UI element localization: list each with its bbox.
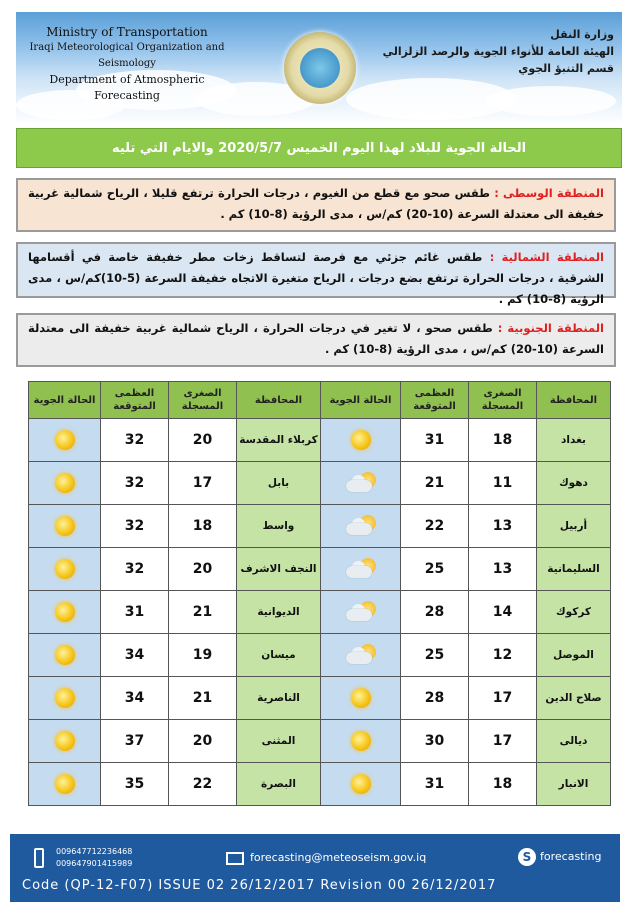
partly-cloudy-icon [344,644,378,666]
table-row [29,419,611,462]
sun-icon [351,430,371,450]
max-temp-cell: 31 [401,763,469,806]
table-row [29,720,611,763]
weather-cell [321,462,401,505]
governorate-cell: بغداد [537,419,611,462]
header-weather: الحالة الجوية [29,382,101,419]
governorate-cell: صلاح الدين [537,677,611,720]
max-temp-cell: 21 [401,462,469,505]
table-row [29,677,611,720]
weather-cell [321,505,401,548]
governorate-cell: البصرة [237,763,321,806]
region-central [16,178,616,232]
weather-cell [321,419,401,462]
header-max-expected: العظمى المتوقعة [101,382,169,419]
sun-icon [55,430,75,450]
min-temp-cell: 21 [169,591,237,634]
governorate-cell: بابل [237,462,321,505]
max-temp-cell: 31 [401,419,469,462]
governorate-cell: أربيل [537,505,611,548]
weather-cell [321,548,401,591]
header-governorate: المحافظة [237,382,321,419]
header-governorate: المحافظة [537,382,611,419]
min-temp-cell: 20 [169,720,237,763]
header-arabic [383,26,614,77]
sun-icon [55,731,75,751]
min-temp-cell: 14 [469,591,537,634]
phone-number: 009647901415989 [56,859,133,868]
ministry-en: Ministry of Transportation [46,25,208,39]
governorate-cell: ديالى [537,720,611,763]
min-temp-cell: 17 [469,720,537,763]
min-temp-cell: 11 [469,462,537,505]
header-weather: الحالة الجوية [321,382,401,419]
region-north [16,242,616,306]
region-north-label: المنطقة الشمالية : [489,250,604,264]
phone-numbers [56,846,132,870]
region-central-text: طقس صحو مع قطع من الغيوم ، درجات الحرارة ترتفع قليلا ، الرياح شمالية غربية خفيفة الى معتدلة السرعة (10-20) كم/س ، مدى الرؤية (8-10) كم . [28,186,604,221]
sun-icon [55,473,75,493]
min-temp-cell: 18 [469,763,537,806]
weather-cell [321,634,401,677]
min-temp-cell: 20 [169,419,237,462]
governorate-cell: واسط [237,505,321,548]
table-row [29,634,611,677]
partly-cloudy-icon [344,558,378,580]
min-temp-cell: 12 [469,634,537,677]
table-row [29,548,611,591]
min-temp-cell: 17 [469,677,537,720]
weather-cell [29,720,101,763]
governorate-cell: الانبار [537,763,611,806]
table-row [29,763,611,806]
footer [10,834,620,902]
region-south [16,313,616,367]
max-temp-cell: 28 [401,591,469,634]
min-temp-cell: 22 [169,763,237,806]
header [16,12,622,124]
region-south-label: المنطقة الجنوبية : [497,321,604,335]
sun-icon [351,731,371,751]
document-code-line: Code (QP-12-F07) ISSUE 02 26/12/2017 Revision 00 26/12/2017 [22,878,497,893]
max-temp-cell: 25 [401,634,469,677]
sun-icon [55,602,75,622]
sun-icon [351,774,371,794]
max-temp-cell: 28 [401,677,469,720]
header-max-expected: العظمى المتوقعة [401,382,469,419]
min-temp-cell: 21 [169,677,237,720]
table-row [29,462,611,505]
weather-cell [29,591,101,634]
max-temp-cell: 32 [101,419,169,462]
weather-cell [29,462,101,505]
department-ar: قسم التنبؤ الجوي [518,62,614,75]
sun-icon [55,516,75,536]
skype-icon: S [518,848,536,866]
phone-number: 009647712236468 [56,847,133,856]
table-header-row [29,382,611,419]
governorate-cell: ميسان [237,634,321,677]
skype-id[interactable]: forecasting [540,850,602,863]
max-temp-cell: 37 [101,720,169,763]
header-min-recorded: الصغرى المسجلة [169,382,237,419]
header-english [22,24,232,104]
weather-cell [321,720,401,763]
min-temp-cell: 13 [469,548,537,591]
header-min-recorded: الصغرى المسجلة [469,382,537,419]
weather-cell [321,677,401,720]
max-temp-cell: 32 [101,462,169,505]
sun-icon [55,688,75,708]
governorate-cell: الديوانية [237,591,321,634]
table-row [29,505,611,548]
region-north-text: طقس غائم جزئي مع فرصة لتساقط زخات مطر خفيفة خاصة في أقسامها الشرقية ، درجات الحرارة ترتفع بضع درجات ، الرياح متغيرة الاتجاه خفيفة السرعة (5-10)كم/س ، مدى الرؤية (8-10) كم . [28,250,604,306]
sun-icon [55,774,75,794]
min-temp-cell: 18 [469,419,537,462]
region-south-text: طقس صحو ، لا تغير في درجات الحرارة ، الرياح شمالية غربية خفيفة الى معتدلة السرعة (10-20) كم/س ، مدى الرؤية (8-10) كم . [28,321,604,356]
organization-ar: الهيئة العامة للأنواء الجوية والرصد الزلزالي [382,45,614,58]
min-temp-cell: 13 [469,505,537,548]
max-temp-cell: 35 [101,763,169,806]
min-temp-cell: 20 [169,548,237,591]
governorate-cell: كركوك [537,591,611,634]
min-temp-cell: 19 [169,634,237,677]
weather-cell [29,505,101,548]
max-temp-cell: 32 [101,505,169,548]
table-row [29,591,611,634]
department-en: Department of Atmospheric Forecasting [49,73,205,102]
governorate-cell: الموصل [537,634,611,677]
governorate-cell: الناصرية [237,677,321,720]
forecast-table [28,381,611,806]
min-temp-cell: 18 [169,505,237,548]
governorate-cell: السليمانية [537,548,611,591]
min-temp-cell: 17 [169,462,237,505]
max-temp-cell: 31 [101,591,169,634]
max-temp-cell: 32 [101,548,169,591]
governorate-cell: النجف الاشرف [237,548,321,591]
max-temp-cell: 22 [401,505,469,548]
sun-icon [55,645,75,665]
weather-cell [29,548,101,591]
weather-cell [321,591,401,634]
envelope-icon [226,852,244,865]
organization-logo [284,32,356,104]
max-temp-cell: 30 [401,720,469,763]
partly-cloudy-icon [344,515,378,537]
region-central-label: المنطقة الوسطى : [494,186,604,200]
weather-cell [321,763,401,806]
partly-cloudy-icon [344,601,378,623]
sun-icon [55,559,75,579]
forecast-title-banner: الحالة الجوية للبلاد لهذا اليوم الخميس 2020/5/7 والايام التي تليه [16,128,622,168]
organization-en: Iraqi Meteorological Organization and Seismology [29,42,225,69]
governorate-cell: كربلاء المقدسة [237,419,321,462]
max-temp-cell: 34 [101,634,169,677]
weather-cell [29,634,101,677]
weather-cell [29,763,101,806]
governorate-cell: دهوك [537,462,611,505]
max-temp-cell: 25 [401,548,469,591]
weather-cell [29,419,101,462]
sun-icon [351,688,371,708]
max-temp-cell: 34 [101,677,169,720]
ministry-ar: وزارة النقل [550,28,614,41]
weather-cell [29,677,101,720]
partly-cloudy-icon [344,472,378,494]
phone-icon [34,848,44,868]
governorate-cell: المثنى [237,720,321,763]
email-link[interactable]: forecasting@meteoseism.gov.iq [250,851,427,864]
